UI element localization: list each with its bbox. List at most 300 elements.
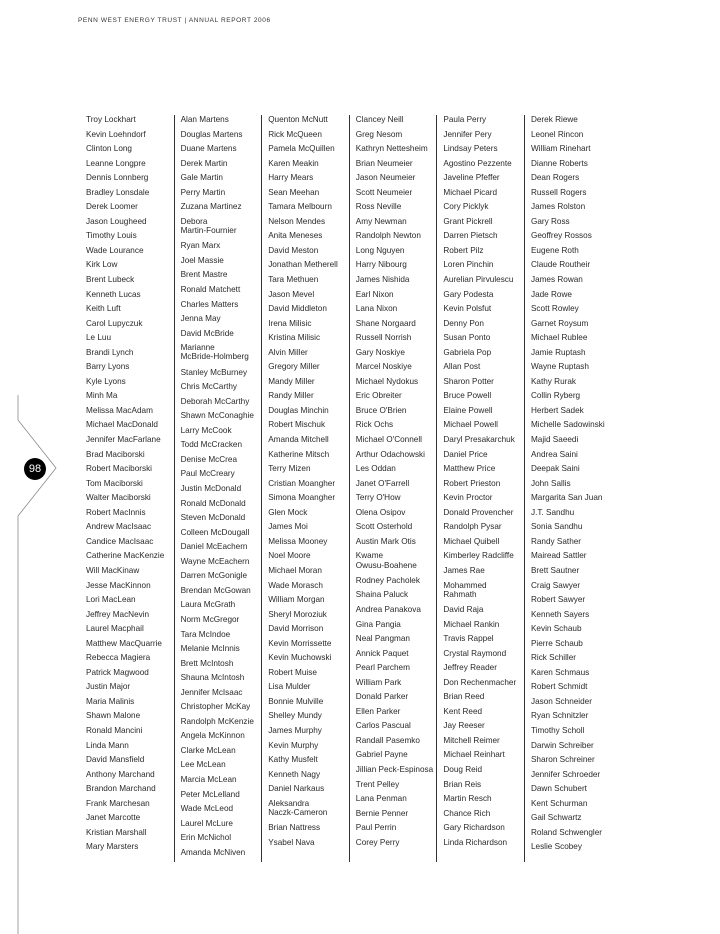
employee-name: Robert Muise xyxy=(268,667,317,677)
employee-name: Jennifer MacFarlane xyxy=(86,435,161,445)
employee-name: Christopher McKay xyxy=(180,702,251,712)
employee-name: William Morgan xyxy=(268,595,325,605)
employee-name: Brett McIntosh xyxy=(180,658,234,668)
employee-name: Patrick Magwood xyxy=(86,667,149,677)
employee-name: Chris McCarthy xyxy=(180,382,238,392)
employee-name: Charles Matters xyxy=(180,299,239,309)
employee-name: Kent Schurman xyxy=(530,798,588,808)
employee-name: Claude Routheir xyxy=(530,260,591,270)
employee-name: Jennifer McIsaac xyxy=(180,687,243,697)
employee-name: Rebecca Magiera xyxy=(86,653,151,663)
employee-name: Scott Neumeier xyxy=(355,187,413,197)
employee-name: Amanda Mitchell xyxy=(268,435,329,445)
employee-name: Erin McNichol xyxy=(180,833,232,843)
employee-name: Brent Lubeck xyxy=(86,275,135,285)
employee-name: Robert Schmidt xyxy=(530,682,588,692)
employee-name: Joel Massie xyxy=(180,255,224,265)
employee-name: Janet O'Farrell xyxy=(355,478,410,488)
employee-name: Robert Maciborski xyxy=(86,464,152,474)
employee-name: Carlos Pascual xyxy=(355,721,411,731)
employee-name: Kwame Owusu-Boahene xyxy=(355,551,417,570)
employee-name: Deborah McCarthy xyxy=(180,396,250,406)
employee-name: Jonathan Metherell xyxy=(268,260,338,270)
employee-name: Margarita San Juan xyxy=(530,493,603,503)
employee-name: Kyle Lyons xyxy=(86,376,126,386)
employee-name: Angela McKinnon xyxy=(180,731,245,741)
employee-name: Douglas Martens xyxy=(180,129,243,139)
employee-name: Quenton McNutt xyxy=(268,115,328,124)
employee-name: Justin Major xyxy=(86,682,131,692)
employee-name: Donald Provencher xyxy=(443,507,514,517)
employee-name: Walter Maciborski xyxy=(86,493,151,503)
name-column xyxy=(349,115,443,862)
employee-name: Gregory Miller xyxy=(268,362,320,372)
employee-name: Deepak Saini xyxy=(530,464,580,474)
employee-name: Leonel Rincon xyxy=(530,129,584,139)
employee-name: Pierre Schaub xyxy=(530,638,583,648)
employee-name: Sharon Potter xyxy=(443,376,494,386)
employee-name: Brent Mastre xyxy=(180,270,228,280)
employee-name: Melissa MacAdam xyxy=(86,405,153,415)
employee-name: Ryan Marx xyxy=(180,241,221,251)
employee-name: Cristian Moangher xyxy=(268,478,336,488)
report-header: PENN WEST ENERGY TRUST | ANNUAL REPORT 2006 xyxy=(78,17,271,24)
employee-name: Ronald Mancini xyxy=(86,725,143,735)
employee-name: Bradley Lonsdale xyxy=(86,187,150,197)
employee-name: Chance Rich xyxy=(443,808,491,818)
employee-name: Jennifer Pery xyxy=(443,129,492,139)
employee-name: Laurel Macphail xyxy=(86,624,144,634)
employee-name: Earl Nixon xyxy=(355,289,394,299)
employee-name: Randy Miller xyxy=(268,391,314,401)
employee-name: Shaina Paluck xyxy=(355,590,409,600)
employee-name: Clancey Neill xyxy=(355,115,404,124)
employee-name: Jason Schneider xyxy=(530,696,592,706)
employee-name: Michael Moran xyxy=(268,565,322,575)
employee-name: Alan Martens xyxy=(180,115,229,124)
employee-name: Brian Reis xyxy=(443,779,482,789)
employee-name: Laura McGrath xyxy=(180,600,236,610)
employee-name: Eric Obreiter xyxy=(355,391,402,401)
employee-name: Anita Meneses xyxy=(268,231,323,241)
employee-name: Kevin Muchowski xyxy=(268,653,332,663)
employee-name: Marcia McLean xyxy=(180,774,237,784)
name-column xyxy=(174,115,268,862)
employee-name: Randolph Newton xyxy=(355,231,421,241)
employee-name: Carol Lupyczuk xyxy=(86,318,143,328)
employee-name: Wade Morasch xyxy=(268,580,323,590)
employee-name: David Raja xyxy=(443,605,484,614)
employee-name: Janet Marcotte xyxy=(86,813,141,823)
employee-name: Arthur Odachowski xyxy=(355,449,425,459)
employee-name: Barry Lyons xyxy=(86,362,130,372)
employee-name: Shelley Mundy xyxy=(268,711,322,721)
employee-name: Alvin Miller xyxy=(268,347,308,357)
employee-name: Don Rechenmacher xyxy=(443,677,517,687)
employee-name: Brad Maciborski xyxy=(86,449,145,459)
employee-name: Randolph McKenzie xyxy=(180,716,254,726)
employee-name: Travis Rappel xyxy=(443,634,494,644)
employee-name: Lana Nixon xyxy=(355,304,398,314)
employee-name: Wayne McEachern xyxy=(180,556,250,566)
employee-name: Minh Ma xyxy=(86,391,118,401)
employee-name: Kathy Rurak xyxy=(530,376,577,386)
employee-name: Harry Nibourg xyxy=(355,260,407,270)
name-column xyxy=(524,115,618,862)
employee-name: Jesse MacKinnon xyxy=(86,580,151,590)
employee-name: Amy Newman xyxy=(355,216,407,226)
employee-name: Lisa Mulder xyxy=(268,682,311,692)
employee-name: Doug Reid xyxy=(443,765,483,775)
employee-name: David McBride xyxy=(180,328,234,338)
employee-name: Kevin Loehndorf xyxy=(86,129,146,139)
employee-name: Dean Rogers xyxy=(530,173,580,183)
employee-name: Denise McCrea xyxy=(180,454,238,464)
employee-name: Catherine MacKenzie xyxy=(86,551,165,561)
employee-name: Corey Perry xyxy=(355,837,400,847)
employee-name: Irena Milisic xyxy=(268,318,312,328)
employee-name: Wade Lourance xyxy=(86,245,144,255)
employee-name: Ronald Matchett xyxy=(180,284,241,294)
employee-name: Terry O'How xyxy=(355,493,401,503)
employee-name: Aurelian Pirvulescu xyxy=(443,275,514,285)
employee-name: Eugene Roth xyxy=(530,245,579,255)
employee-name: Michael O'Connell xyxy=(355,435,422,445)
employee-name: James Murphy xyxy=(268,725,322,735)
name-column xyxy=(436,115,530,862)
employee-name: Pearl Parchem xyxy=(355,663,410,673)
employee-name: William Park xyxy=(355,677,402,687)
employee-name: Ysabel Nava xyxy=(268,837,315,847)
employee-name: Bruce Powell xyxy=(443,391,492,401)
employee-name: Laurel McLure xyxy=(180,818,233,828)
employee-name: Michael Powell xyxy=(443,420,498,430)
employee-name: David Meston xyxy=(268,245,319,255)
employee-name: Annick Paquet xyxy=(355,648,409,658)
employee-name: Kent Reed xyxy=(443,706,483,716)
employee-name: Mairead Sattler xyxy=(530,551,587,561)
employee-name: Kirk Low xyxy=(86,260,118,270)
employee-name: Duane Martens xyxy=(180,144,237,154)
employee-name: Kevin Proctor xyxy=(443,493,493,503)
employee-name: Robert MacInnis xyxy=(86,507,146,517)
employee-name: Wayne Ruptash xyxy=(530,362,589,372)
employee-name: James Rolston xyxy=(530,202,586,212)
employee-name: Sonia Sandhu xyxy=(530,522,583,532)
employee-name: Mohammed Rahmath xyxy=(443,580,487,599)
employee-name: Nelson Mendes xyxy=(268,216,326,226)
employee-name: Leanne Longpre xyxy=(86,158,146,168)
employee-name: Tara Methuen xyxy=(268,275,319,285)
page-number-badge: 98 xyxy=(24,458,46,480)
employee-name: Jillian Peck-Espinosa xyxy=(355,765,434,775)
employee-name: Paul Perrin xyxy=(355,823,397,833)
employee-name: Randy Sather xyxy=(530,536,582,546)
employee-name: Austin Mark Otis xyxy=(355,536,416,546)
employee-name: Brandon Marchand xyxy=(86,784,156,794)
employee-name: Denny Pon xyxy=(443,318,484,328)
employee-name: Derek Loomer xyxy=(86,202,138,212)
employee-name: Kevin Morrissette xyxy=(268,638,332,648)
employee-name: Gabriela Pop xyxy=(443,347,492,357)
employee-name: Jason Neumeier xyxy=(355,173,416,183)
employee-name: Le Luu xyxy=(86,333,112,343)
employee-name: Neal Pangman xyxy=(355,634,410,644)
employee-name: Colleen McDougall xyxy=(180,527,250,537)
employee-name: Andrew MacIsaac xyxy=(86,522,152,532)
employee-name: Simona Moangher xyxy=(268,493,336,503)
employee-name: Rick Schiller xyxy=(530,653,577,663)
employee-name: Garnet Roysum xyxy=(530,318,589,328)
employee-name: Matthew Price xyxy=(443,464,496,474)
employee-name: Darwin Schreiber xyxy=(530,740,594,750)
employee-name: Elaine Powell xyxy=(443,405,493,415)
employee-name: Majid Saeedi xyxy=(530,435,579,445)
employee-name: Crystal Raymond xyxy=(443,648,507,658)
employee-name: Debora Martin-Fournier xyxy=(180,216,237,236)
employee-name: Clinton Long xyxy=(86,144,132,154)
employee-name: Glen Mock xyxy=(268,507,308,517)
employee-name: Terry Mizen xyxy=(268,464,311,474)
employee-name: Shane Norgaard xyxy=(355,318,416,328)
employee-name: Robert Pilz xyxy=(443,245,484,255)
employee-name: Aleksandra Naczk-Cameron xyxy=(268,798,328,817)
employee-name: Stanley McBurney xyxy=(180,367,248,377)
employee-name: Frank Marchesan xyxy=(86,798,150,808)
employee-name: Olena Osipov xyxy=(355,507,406,517)
employee-name: Bernie Penner xyxy=(355,808,409,818)
employee-name: Rick McQueen xyxy=(268,129,322,139)
employee-name: Steven McDonald xyxy=(180,513,246,523)
employee-name: Peter McLelland xyxy=(180,789,240,799)
employee-name: Kenneth Lucas xyxy=(86,289,141,299)
employee-name: Maria Malinis xyxy=(86,696,135,706)
employee-name: J.T. Sandhu xyxy=(530,507,575,517)
employee-name: Michael MacDonald xyxy=(86,420,158,430)
employee-name: Robert Sawyer xyxy=(530,595,586,605)
employee-name: Gary Ross xyxy=(530,216,570,226)
employee-name: Gary Richardson xyxy=(443,823,505,833)
employee-name: Michael Picard xyxy=(443,187,498,197)
employee-name: Allan Post xyxy=(443,362,481,372)
employee-name: Douglas Minchin xyxy=(268,405,329,415)
employee-name: Russell Rogers xyxy=(530,187,587,197)
employee-name: Melanie McInnis xyxy=(180,644,240,654)
employee-name: Daniel Narkaus xyxy=(268,784,325,794)
employee-name: Gale Martin xyxy=(180,173,223,183)
employee-name: David Mansfield xyxy=(86,755,145,765)
employee-name: Randolph Pysar xyxy=(443,522,502,532)
employee-name: Randall Pasemko xyxy=(355,735,420,745)
employee-name: Linda Richardson xyxy=(443,837,508,847)
employee-name: Sheryl Moroziuk xyxy=(268,609,327,619)
employee-name: Collin Ryberg xyxy=(530,391,581,401)
employee-name: Lindsay Peters xyxy=(443,144,498,154)
employee-name: Ross Neville xyxy=(355,202,402,212)
employee-name: Sharon Schreiner xyxy=(530,755,595,765)
employee-name: Amanda McNiven xyxy=(180,847,246,857)
employee-name: Perry Martin xyxy=(180,187,226,197)
employee-name: Shawn Malone xyxy=(86,711,141,721)
employee-name: Jade Rowe xyxy=(530,289,572,299)
employee-name: Brett Sautner xyxy=(530,565,580,575)
employee-name: Andrea Panakova xyxy=(355,605,421,614)
employee-name: Andrea Saini xyxy=(530,449,578,459)
employee-name: Harry Mears xyxy=(268,173,314,183)
employee-name: Shauna McIntosh xyxy=(180,673,245,683)
employee-name: William Rinehart xyxy=(530,144,591,154)
employee-name: Rodney Pacholek xyxy=(355,575,420,585)
employee-name: Kenneth Sayers xyxy=(530,609,590,619)
employee-name: Kimberley Radcliffe xyxy=(443,551,514,561)
employee-name: Tom Maciborski xyxy=(86,478,143,488)
employee-name: Will MacKinaw xyxy=(86,565,140,575)
employee-name: Paul McCreary xyxy=(180,469,235,479)
employee-name: Kevin Polsfut xyxy=(443,304,492,314)
employee-name: Gina Pangia xyxy=(355,619,401,629)
employee-name: Lori MacLean xyxy=(86,595,136,605)
employee-name: Leslie Scobey xyxy=(530,842,582,852)
employee-name: Brian Reed xyxy=(443,692,485,702)
employee-name: Jay Reeser xyxy=(443,721,485,731)
employee-name: Jenna May xyxy=(180,314,221,324)
employee-name: Ronald McDonald xyxy=(180,498,246,508)
employee-name: Derek Riewe xyxy=(530,115,578,124)
employee-name: Gary Noskiye xyxy=(355,347,405,357)
employee-name: Jamie Ruptash xyxy=(530,347,586,357)
name-column xyxy=(86,115,180,862)
employee-name: James Moi xyxy=(268,522,308,532)
employee-name: Tara McIndoe xyxy=(180,629,231,639)
employee-name: Brian Nattress xyxy=(268,823,321,833)
employee-name: Les Oddan xyxy=(355,464,396,474)
employee-name: Timothy Scholl xyxy=(530,725,585,735)
employee-name: Geoffrey Rossos xyxy=(530,231,592,241)
employee-name: Marcel Noskiye xyxy=(355,362,412,372)
employee-name: Dianne Roberts xyxy=(530,158,588,168)
employee-name: Kristian Marshall xyxy=(86,827,147,837)
employee-name: Michael Reinhart xyxy=(443,750,505,760)
employee-name: Gary Podesta xyxy=(443,289,494,299)
employee-name: Karen Meakin xyxy=(268,158,319,168)
employee-name: Timothy Louis xyxy=(86,231,137,241)
employee-name: James Nishida xyxy=(355,275,410,285)
employee-name: Shawn McConaghie xyxy=(180,411,254,421)
employee-name: Larry McCook xyxy=(180,425,232,435)
employee-name: Dennis Lonnberg xyxy=(86,173,149,183)
employee-name: Lana Penman xyxy=(355,794,407,804)
employee-name: Kenneth Nagy xyxy=(268,769,321,779)
employee-name: Clarke McLean xyxy=(180,745,236,755)
employee-name: Agostino Pezzente xyxy=(443,158,512,168)
employee-name: Jeffrey MacNevin xyxy=(86,609,150,619)
employee-name: Derek Martin xyxy=(180,158,228,168)
employee-name: James Rowan xyxy=(530,275,583,285)
employee-name: Jeffrey Reader xyxy=(443,663,497,673)
employee-name: Pamela McQuillen xyxy=(268,144,335,154)
employee-name: Katherine Mitsch xyxy=(268,449,330,459)
employee-name: Rick Ochs xyxy=(355,420,394,430)
employee-name: John Sallis xyxy=(530,478,571,488)
employee-name: Brandi Lynch xyxy=(86,347,134,357)
employee-name: Cory Picklyk xyxy=(443,202,489,212)
employee-name: Craig Sawyer xyxy=(530,580,581,590)
employee-name: Norm McGregor xyxy=(180,614,240,624)
employee-name: Anthony Marchand xyxy=(86,769,155,779)
employee-name: Brian Neumeier xyxy=(355,158,413,168)
employee-name: Gail Schwartz xyxy=(530,813,582,823)
employee-name: Scott Rowley xyxy=(530,304,579,314)
employee-name: Kathryn Nettesheim xyxy=(355,144,428,154)
employee-name: Donald Parker xyxy=(355,692,409,702)
employee-name: Noel Moore xyxy=(268,551,311,561)
employee-name: Kevin Murphy xyxy=(268,740,319,750)
employee-name: Brendan McGowan xyxy=(180,585,251,595)
employee-name: Keith Luft xyxy=(86,304,121,314)
employee-name: Trent Pelley xyxy=(355,779,400,789)
employee-name: Loren Pinchin xyxy=(443,260,494,270)
employee-name: Scott Osterhold xyxy=(355,522,413,532)
employee-name: Marianne McBride-Holmberg xyxy=(180,343,249,362)
employee-name: Jason Lougheed xyxy=(86,216,147,226)
employee-name: Herbert Sadek xyxy=(530,405,584,415)
name-column xyxy=(261,115,355,862)
employee-name: Kevin Schaub xyxy=(530,624,582,634)
employee-name: Roland Schwengler xyxy=(530,827,602,837)
employee-name: Zuzana Martinez xyxy=(180,202,242,212)
employee-name: Dawn Schubert xyxy=(530,784,587,794)
employee-name: Mary Marsters xyxy=(86,842,139,852)
employee-name: David Morrison xyxy=(268,624,324,634)
employee-name: Michelle Sadowinski xyxy=(530,420,605,430)
employee-name: James Rae xyxy=(443,565,485,575)
employee-name: Darren Pietsch xyxy=(443,231,498,241)
employee-name: Robert Mischuk xyxy=(268,420,326,430)
employee-name: David Middleton xyxy=(268,304,327,314)
employee-name: Robert Prieston xyxy=(443,478,501,488)
employee-name: Susan Ponto xyxy=(443,333,491,343)
employee-name: Jennifer Schroeder xyxy=(530,769,601,779)
employee-name: Ryan Schnitzler xyxy=(530,711,589,721)
employee-name: Tamara Melbourn xyxy=(268,202,332,212)
employee-name: Ellen Parker xyxy=(355,706,401,716)
employee-name: Grant Pickrell xyxy=(443,216,493,226)
employee-name: Daniel Price xyxy=(443,449,488,459)
employee-name: Lee McLean xyxy=(180,760,226,770)
employee-name: Linda Mann xyxy=(86,740,129,750)
employee-name: Darren McGonigle xyxy=(180,571,248,581)
employee-name: Melissa Mooney xyxy=(268,536,328,546)
employee-name: Todd McCracken xyxy=(180,440,243,450)
employee-name: Paula Perry xyxy=(443,115,487,124)
employee-name: Greg Nesom xyxy=(355,129,403,139)
employee-name: Mitchell Reimer xyxy=(443,735,500,745)
employee-name: Jason Mevel xyxy=(268,289,315,299)
employee-name: Justin McDonald xyxy=(180,484,242,494)
employee-name: Bonnie Mulville xyxy=(268,696,324,706)
employee-name: Kathy Musfelt xyxy=(268,755,318,765)
employee-name: Troy Lockhart xyxy=(86,115,136,124)
employee-name: Michael Nydokus xyxy=(355,376,419,386)
employee-name: Gabriel Payne xyxy=(355,750,408,760)
employee-name: Kristina Milisic xyxy=(268,333,321,343)
employee-name: Bruce O'Brien xyxy=(355,405,407,415)
employee-name: Sean Meehan xyxy=(268,187,320,197)
employee-names xyxy=(86,115,618,862)
employee-name: Russell Norrish xyxy=(355,333,412,343)
employee-name: Mandy Miller xyxy=(268,376,315,386)
employee-name: Karen Schmaus xyxy=(530,667,590,677)
